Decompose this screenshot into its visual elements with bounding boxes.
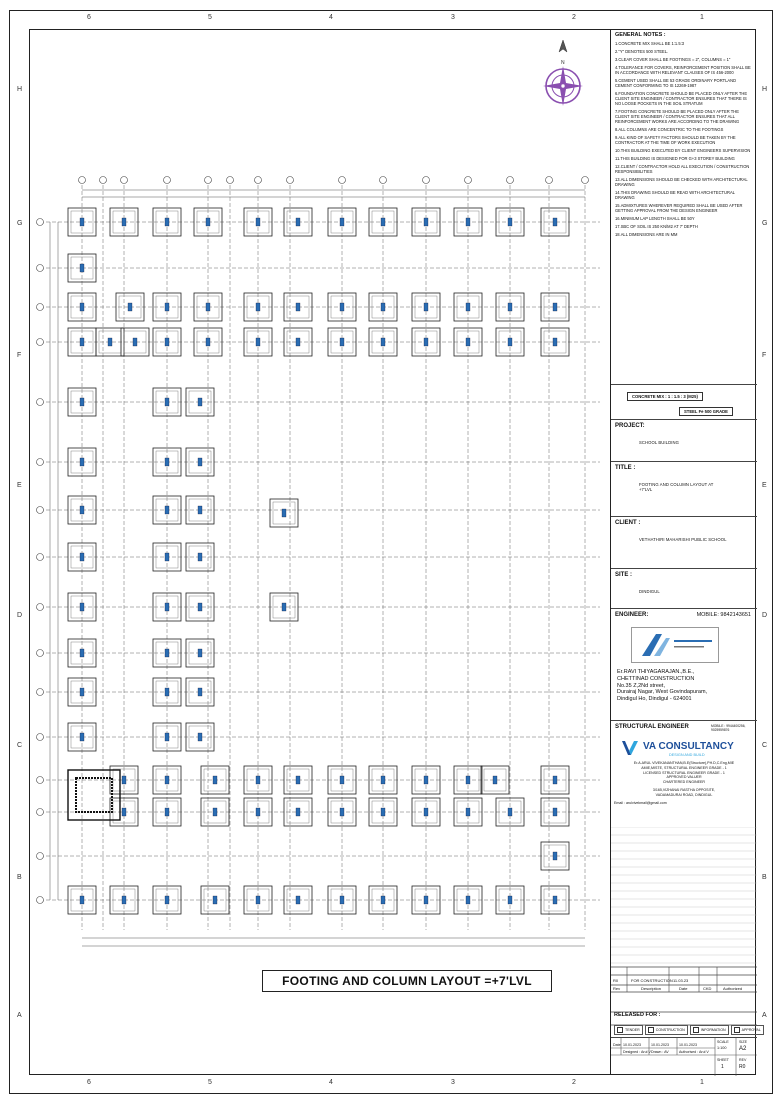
column	[282, 509, 286, 517]
structural-address: 3/165,VIZHANAI RASTHA OPPOSITE,	[652, 787, 716, 792]
concrete-mix: CONCRETE MIX : 1 : 1.5 : 3 (M25)	[627, 392, 703, 401]
column	[466, 776, 470, 784]
grid-bubble-top	[507, 177, 514, 184]
structural-mobile: MOBILE : 9944400256, 9025959876	[711, 724, 746, 732]
column	[296, 808, 300, 816]
column	[80, 733, 84, 741]
column	[165, 688, 169, 696]
structural-section	[611, 720, 757, 827]
grid-bubble-top	[164, 177, 171, 184]
column	[553, 776, 557, 784]
column	[198, 458, 202, 466]
engineer-name: Er.RAVI THIYAGARAJAN.,B.E.,	[617, 669, 695, 675]
column	[466, 896, 470, 904]
column	[553, 852, 557, 860]
engineer-company: CHETTINAD CONSTRUCTION	[617, 675, 695, 682]
column	[381, 338, 385, 346]
column	[128, 303, 132, 311]
frame-row-label: B	[762, 874, 767, 881]
drawing-title: FOOTING AND COLUMN LAYOUT =+7'LVL	[262, 970, 552, 992]
engineer-address2: Durairaj Nagar, West Govindapuram,	[617, 689, 708, 696]
note-item: 16.MINIMUM LAP LENGTH SHALL BE 50Y	[615, 216, 695, 221]
scale-value: 1:100	[717, 1046, 727, 1050]
column	[206, 338, 210, 346]
column	[165, 896, 169, 904]
frame-col-label: 6	[87, 14, 91, 21]
frame-row-label: D	[17, 612, 23, 619]
size-label: SIZE	[739, 1040, 747, 1044]
grid-bubble-left	[37, 339, 44, 346]
grid-bubble-left	[37, 650, 44, 657]
column	[493, 776, 497, 784]
engineer-address1: No.35 Z,2Nd street,	[617, 682, 665, 689]
column	[508, 303, 512, 311]
column	[553, 338, 557, 346]
column	[553, 896, 557, 904]
frame-col-label: 1	[700, 1079, 704, 1086]
sheet-value: 1	[721, 1064, 724, 1070]
column	[165, 506, 169, 514]
note-item: 17.SBC OF SOIL IS 250 KN/M2 AT 7' DEPTH	[615, 224, 698, 229]
svg-text:N: N	[561, 60, 565, 66]
grid-bubble-left	[37, 399, 44, 406]
frame-col-label: 5	[208, 1079, 212, 1086]
column	[256, 808, 260, 816]
column	[381, 303, 385, 311]
column	[165, 398, 169, 406]
column	[508, 218, 512, 226]
note-item: 5.CEMENT USED SHALL BE 53 GRADE ORDINARY PORTLAND CEMENT CONFORMING TO IS 12269-1987	[615, 78, 737, 88]
structural-label: STRUCTURAL ENGINEER	[615, 724, 689, 730]
column	[381, 808, 385, 816]
column	[165, 603, 169, 611]
frame-row-label: A	[762, 1012, 767, 1019]
rev-h-rev: Rev	[613, 986, 621, 991]
grid-bubble-top	[465, 177, 472, 184]
column	[424, 218, 428, 226]
frame-row-label: E	[762, 482, 767, 489]
note-item: 2."Y" DENOTES 500 STEEL.	[615, 49, 669, 54]
column	[80, 398, 84, 406]
column	[508, 338, 512, 346]
notes-title: GENERAL NOTES :	[615, 32, 666, 38]
structural-line2: AMIE,MISTE, STRUCTURAL ENGINEER GRADE - 1	[641, 765, 727, 770]
column	[213, 896, 217, 904]
note-item: 15.ADMIXTURES WHEREVER REQUIRED SHALL BE USED AFTER GETTING APPROVAL FROM THE DESIGN ENGINEER	[615, 203, 743, 213]
project-label: PROJECT:	[615, 423, 645, 429]
column	[424, 338, 428, 346]
project-value: SCHOOL BUILDING	[639, 440, 679, 445]
size-value: A2	[739, 1046, 747, 1052]
frame-col-label: 4	[329, 1079, 333, 1086]
grid-bubble-top	[121, 177, 128, 184]
column	[122, 896, 126, 904]
column	[122, 776, 126, 784]
grid-bubble-left	[37, 777, 44, 784]
column	[340, 896, 344, 904]
role-2: Drawn : AV	[651, 1050, 669, 1054]
grid-bubble-top	[423, 177, 430, 184]
grid-bubble-top	[79, 177, 86, 184]
column	[553, 218, 557, 226]
note-item: 1.CONCRETE MIX SHALL BE 1:1.5:3	[615, 41, 685, 46]
grid-bubble-left	[37, 219, 44, 226]
grid-bubble-top	[100, 177, 107, 184]
column	[553, 303, 557, 311]
grid-bubble-top	[546, 177, 553, 184]
frame-row-label: C	[17, 742, 23, 749]
column	[122, 808, 126, 816]
grid-bubble-left	[37, 554, 44, 561]
footing-detail-reinforcement	[76, 778, 112, 812]
column	[424, 896, 428, 904]
va-brand: VA CONSULTANCY	[643, 741, 734, 752]
grid-bubble-top	[287, 177, 294, 184]
note-item: 7.FOOTING CONCRETE SHOULD BE PLACED ONLY AFTER THE CLIENT SITE ENGINEER / CONTRACTOR ENSURES THAT ALL REINFORCEMENT WORKS ARE ACCORDING TO THE DRAWING	[615, 109, 740, 124]
released-option[interactable]: INFORMATION	[690, 1025, 729, 1035]
column	[424, 776, 428, 784]
column	[256, 776, 260, 784]
frame-col-label: 6	[87, 1079, 91, 1086]
grid-bubble-top	[227, 177, 234, 184]
column	[466, 303, 470, 311]
column	[424, 808, 428, 816]
column	[80, 506, 84, 514]
grid-bubble-top	[255, 177, 262, 184]
column	[256, 896, 260, 904]
frame-col-label: 3	[451, 1079, 455, 1086]
note-item: 10.THIS BUILDING EXECUTED BY CLIENT ENGINEERS SUPERVISION	[615, 148, 751, 153]
column	[80, 264, 84, 272]
rev-row-desc: FOR CONSTRUCTION	[631, 978, 673, 983]
note-item: 9.ALL KIND OF SAFETY FACTORS SHOULD BE TAKEN BY THE CONTRACTOR AT THE TIME OF WORK EXECUTION	[615, 135, 736, 145]
note-item: 6.FOUNDATION CONCRETE SHOULD BE PLACED ONLY AFTER THE CLIENT SITE ENGINEER / CONTRACTOR ENSURES THAT THERE IS NO LOOSE POCKETS IN THE SOIL STRATUM	[615, 91, 748, 106]
structural-line4: APPROVED VALUER	[666, 775, 702, 780]
client-value: VETHATHIRI MAHARISHI PUBLIC SCHOOL	[639, 537, 727, 542]
grid-bubble-left	[37, 809, 44, 816]
grid-bubble-top	[380, 177, 387, 184]
column	[340, 218, 344, 226]
column	[256, 303, 260, 311]
general-notes	[615, 33, 753, 240]
frame-col-label: 4	[329, 14, 333, 21]
column	[340, 338, 344, 346]
column	[340, 303, 344, 311]
date-1: 10.01.2023	[623, 1043, 641, 1047]
frame-row-label: A	[17, 1012, 22, 1019]
grid-bubble-left	[37, 897, 44, 904]
column	[165, 808, 169, 816]
column	[80, 338, 84, 346]
grid-bubble-left	[37, 853, 44, 860]
column	[198, 603, 202, 611]
engineer-address3: Dindigul Ho, Dindigul - 624001	[617, 696, 692, 703]
column	[508, 896, 512, 904]
site-label: SITE :	[615, 572, 633, 578]
column	[381, 776, 385, 784]
released-option[interactable]: APPROVAL	[731, 1025, 764, 1035]
structural-line5: CHARTERED ENGINEER	[662, 780, 706, 785]
frame-row-label: F	[17, 352, 22, 359]
rev-row-rev: R0	[613, 978, 619, 983]
column	[424, 303, 428, 311]
title-value: FOOTING AND COLUMN LAYOUT AT +7'LVL	[639, 482, 714, 492]
rev-value: R0	[739, 1064, 746, 1070]
note-item: 12.CLIENT / CONTRACTOR HOLD ALL EXECUTION / CONSTRUCTION RESPONSIBILITIES	[615, 164, 750, 174]
column	[198, 553, 202, 561]
released-option[interactable]: CONSTRUCTION	[645, 1025, 688, 1035]
structural-line3: LICENSED STRUCTURAL ENGINEER GRADE - 1	[643, 770, 725, 775]
rev-h-desc: Description	[641, 986, 662, 991]
column	[296, 218, 300, 226]
grid-bubble-left	[37, 507, 44, 514]
column	[213, 776, 217, 784]
released-option[interactable]: TENDER	[614, 1025, 643, 1035]
grid-bubble-left	[37, 604, 44, 611]
frame-row-label: H	[762, 86, 768, 93]
column	[80, 688, 84, 696]
column	[165, 218, 169, 226]
structural-address2: VADAMADURAI ROAD, DINDIGUL	[655, 792, 713, 797]
column	[206, 303, 210, 311]
grid-bubble-top	[582, 177, 589, 184]
column	[165, 303, 169, 311]
column	[133, 338, 137, 346]
column	[381, 896, 385, 904]
column	[508, 808, 512, 816]
sheet-label: SHEET	[717, 1058, 729, 1062]
released-label: RELEASED FOR :	[614, 1012, 661, 1018]
grid-bubble-top	[339, 177, 346, 184]
rev-h-auth: Authorized	[723, 986, 743, 991]
column	[80, 458, 84, 466]
frame-col-label: 3	[451, 14, 455, 21]
frame-row-label: E	[17, 482, 22, 489]
column	[165, 338, 169, 346]
column	[381, 218, 385, 226]
column	[80, 553, 84, 561]
site-section	[611, 568, 757, 608]
project-section	[611, 419, 757, 461]
column	[340, 808, 344, 816]
structural-name: Er.A.ARUL VIVEKANANTHAN,B.E(Structure),PH.D,C.Eng,MIE	[633, 761, 735, 765]
grid-bubble-left	[37, 304, 44, 311]
column	[466, 218, 470, 226]
column	[80, 649, 84, 657]
client-section	[611, 516, 757, 568]
engineer-section	[611, 608, 757, 720]
date-3: 10.01.2023	[679, 1043, 697, 1047]
column	[466, 338, 470, 346]
column	[165, 649, 169, 657]
frame-col-label: 5	[208, 14, 212, 21]
grid-bubble-left	[37, 689, 44, 696]
column	[256, 218, 260, 226]
column	[340, 776, 344, 784]
revision-table	[611, 827, 757, 1027]
column	[198, 649, 202, 657]
chettinad-logo	[631, 627, 719, 663]
title-block	[610, 29, 761, 1075]
date-2: 10.01.2023	[651, 1043, 669, 1047]
date-label: Date	[613, 1043, 621, 1047]
frame-col-label: 2	[572, 14, 576, 21]
note-item: 14.THIS DRAWING SHOULD BE READ WITH ARCHITECTURAL DRAWING	[615, 190, 735, 200]
column	[198, 688, 202, 696]
sheet-info	[611, 1037, 757, 1076]
rev-label: REV	[739, 1058, 747, 1062]
va-tagline: DESIGN AND BUILD	[669, 753, 705, 757]
client-label: CLIENT :	[615, 520, 641, 526]
frame-col-label: 2	[572, 1079, 576, 1086]
column	[165, 733, 169, 741]
va-logo-icon	[621, 739, 641, 762]
frame-row-label: B	[17, 874, 22, 881]
note-item: 3.CLEAR COVER SHALL BE FOOTINGS = 2", COLUMNS = 1"	[615, 57, 731, 62]
frame-row-label: D	[762, 612, 768, 619]
column	[296, 303, 300, 311]
frame-row-label: H	[17, 86, 23, 93]
column	[165, 553, 169, 561]
note-item: 13.ALL DIMENSIONS SHOULD BE CHECKED WITH ARCHITECTURAL DRAWING	[615, 177, 748, 187]
column	[282, 603, 286, 611]
column	[466, 808, 470, 816]
engineer-mobile: MOBILE: 9842143651	[696, 612, 751, 618]
column	[198, 733, 202, 741]
column	[80, 218, 84, 226]
column	[206, 218, 210, 226]
grid-bubble-left	[37, 734, 44, 741]
column	[80, 603, 84, 611]
frame-col-label: 1	[700, 14, 704, 21]
frame-row-label: G	[762, 220, 768, 227]
column	[296, 896, 300, 904]
note-item: 8.ALL COLUMNS ARE CONCENTRIC TO THE FOOTINGS	[615, 127, 724, 132]
note-item: 18.ALL DIMENSIONS ARE IN MM	[615, 232, 678, 237]
frame-row-label: C	[762, 742, 768, 749]
title-label: TITLE :	[615, 465, 636, 471]
note-item: 4.TOLERANCE FOR COVERS, REINFORCEMENT POSITION SHALL BE IN ACCORDANCE WITH RELEVANT CLAUSES OF IS 456-2000	[615, 65, 751, 75]
note-item: 11.THIS BUILDING IS DESIGNED FOR G+3 STOREY BUILDING	[615, 156, 735, 161]
grid-bubble-left	[37, 265, 44, 272]
rev-h-ckd: CKD	[703, 986, 712, 991]
role-1: Designed : Arul V	[623, 1050, 651, 1054]
column	[165, 776, 169, 784]
frame-row-label: G	[17, 220, 23, 227]
rev-row-date: 11.03.23	[673, 978, 689, 983]
engineer-label: ENGINEER:	[615, 612, 649, 618]
frame-row-label: F	[762, 352, 767, 359]
column	[122, 218, 126, 226]
steel-grade: STEEL Fe 500 GRADE	[679, 407, 733, 416]
title-section	[611, 461, 757, 516]
column	[256, 338, 260, 346]
column	[198, 398, 202, 406]
column	[296, 776, 300, 784]
role-3: Authorised : Arul V	[679, 1050, 709, 1054]
north-arrow-icon	[540, 38, 586, 110]
column	[198, 506, 202, 514]
column	[108, 338, 112, 346]
column	[80, 303, 84, 311]
column	[553, 808, 557, 816]
site-value: DINDIGUL	[639, 589, 660, 594]
column	[213, 808, 217, 816]
column	[296, 338, 300, 346]
rev-h-date: Date	[679, 986, 688, 991]
column	[165, 458, 169, 466]
grid-bubble-top	[205, 177, 212, 184]
grid-bubble-left	[37, 459, 44, 466]
column	[80, 896, 84, 904]
scale-label: SCALE	[717, 1040, 729, 1044]
structural-email: Email : arulvivekmail@gmail.com	[614, 800, 667, 805]
